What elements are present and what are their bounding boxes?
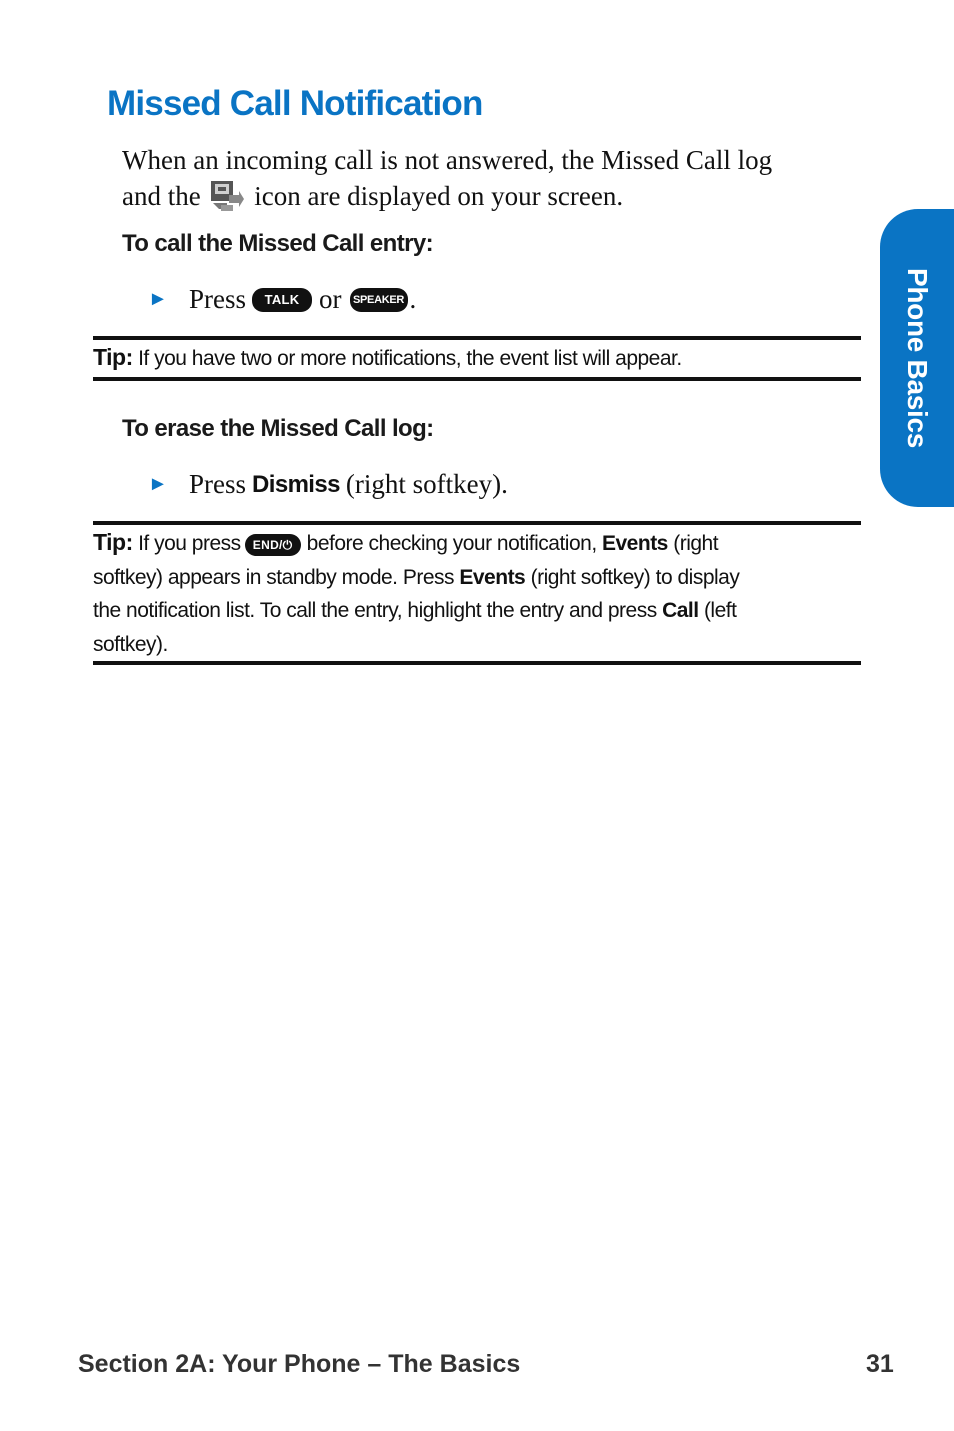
tip2-text-5: (right softkey) to display bbox=[530, 565, 740, 589]
talk-key: TALK bbox=[252, 288, 312, 312]
step-arrow-icon: ► bbox=[148, 473, 168, 495]
events-softkey-label: Events bbox=[602, 532, 668, 555]
tip1-bottom-rule bbox=[93, 377, 861, 381]
intro-line-1: When an incoming call is not answered, the Missed Call log bbox=[122, 145, 773, 175]
tip2-text-3: (right bbox=[673, 532, 719, 555]
section-side-tab bbox=[880, 209, 954, 507]
intro-paragraph bbox=[122, 142, 862, 214]
step-arrow-icon: ► bbox=[148, 288, 168, 310]
tip2-text-7: (left bbox=[703, 599, 737, 622]
step-press-text: Press bbox=[189, 469, 247, 499]
erase-log-heading: To erase the Missed Call log: bbox=[122, 415, 434, 442]
dismiss-softkey-label: Dismiss bbox=[252, 470, 340, 498]
speaker-key: SPEAKER bbox=[350, 288, 408, 312]
end-key: END/⏻ bbox=[245, 534, 301, 556]
tip2-text-4: softkey) appears in standby mode. Press bbox=[93, 565, 455, 589]
footer-section-title: Section 2A: Your Phone – The Basics bbox=[78, 1350, 521, 1378]
erase-log-step bbox=[148, 469, 508, 500]
tip2-label: Tip: bbox=[93, 529, 133, 555]
tip2-top-rule bbox=[93, 521, 861, 525]
page-title: Missed Call Notification bbox=[107, 84, 483, 123]
events-softkey-label-2: Events bbox=[459, 565, 526, 589]
call-entry-heading: To call the Missed Call entry: bbox=[122, 230, 433, 257]
missed-call-icon bbox=[209, 179, 245, 213]
tip2-text-1: If you press bbox=[138, 532, 241, 555]
step-press-text: Press bbox=[189, 284, 247, 314]
tip2-text-6: the notification list. To call the entry, highlight the entry and press bbox=[93, 599, 657, 622]
tip2-text-2: before checking your notification, bbox=[306, 532, 597, 555]
step-right-softkey-text: (right softkey). bbox=[345, 469, 508, 499]
intro-line-2 bbox=[122, 178, 862, 214]
tip2-bottom-rule bbox=[93, 661, 861, 665]
intro-line-2-pre: and the bbox=[122, 181, 201, 211]
call-softkey-label: Call bbox=[662, 599, 699, 622]
tip1-top-rule bbox=[93, 336, 861, 340]
side-tab-label: Phone Basics bbox=[902, 267, 933, 449]
page-number: 31 bbox=[866, 1350, 894, 1378]
intro-line-2-post: icon are displayed on your screen. bbox=[254, 181, 624, 211]
tip2-text-8: softkey). bbox=[93, 632, 168, 656]
tip-2 bbox=[93, 526, 861, 661]
step-or-text: or bbox=[319, 284, 342, 314]
tip1-label: Tip: bbox=[93, 344, 133, 370]
tip1-text: If you have two or more notifications, the event list will appear. bbox=[138, 347, 682, 370]
tip-1 bbox=[93, 341, 861, 376]
call-entry-step bbox=[148, 284, 416, 315]
step-period: . bbox=[409, 284, 417, 314]
